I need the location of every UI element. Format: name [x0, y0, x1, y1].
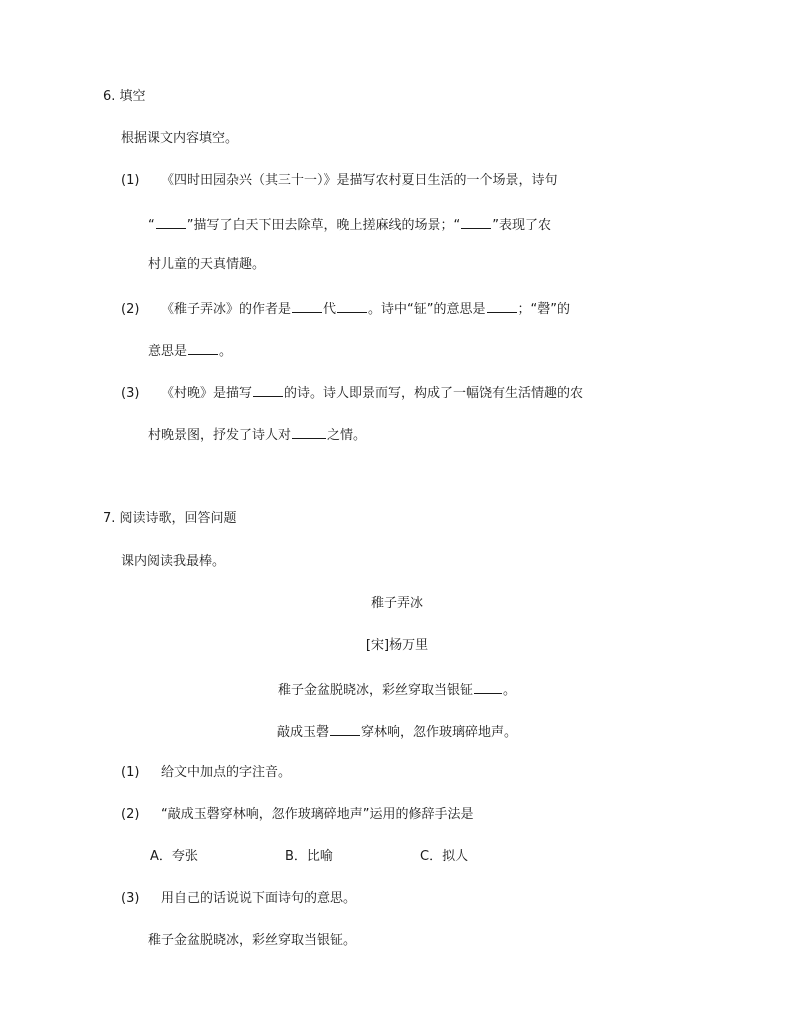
- q7-sub2-number: (2): [121, 807, 140, 822]
- q6-sub3-line1: [121, 382, 583, 403]
- q7-sub3-text: 用自己的话说说下面诗句的意思。: [161, 891, 357, 906]
- q6-sub1-line1: [121, 172, 558, 190]
- q7-sub1-text: 给文中加点的字注音。: [161, 765, 292, 780]
- q6-instruction: 根据课文内容填空。: [121, 131, 239, 146]
- q6-sub1-text-b1: “: [148, 218, 155, 233]
- q7-sub1-number: (1): [121, 765, 140, 780]
- poem-line-2: [0, 721, 794, 742]
- q6-sub1-text-b2: ”描写了白天下田去除草，晚上搓麻线的场景；“: [186, 218, 461, 233]
- poem-line-1-end: 。: [503, 683, 517, 698]
- q6-sub3-text-b1: 村晚景图，抒发了诗人对: [148, 428, 292, 443]
- q6-sub2-text-a1: 《稚子弄冰》的作者是: [161, 302, 292, 317]
- q6-sub2-text-a3: 。诗中“钲”的意思是: [368, 302, 486, 317]
- q7-instruction: 课内阅读我最棒。: [121, 554, 226, 569]
- poem-title: 稚子弄冰: [370, 596, 423, 611]
- q6-sub2-text-a4: ；“磬”的: [517, 302, 570, 317]
- fill-blank[interactable]: [487, 298, 517, 313]
- q6-sub2-line2: [148, 340, 232, 361]
- q6-sub1-text-a: 《四时田园杂兴（其三十一）》是描写农村夏日生活的一个场景，诗句: [161, 173, 558, 188]
- poem-line-1-text: 稚子金盆脱晓冰，彩丝穿取当银钲: [277, 683, 473, 698]
- fill-blank[interactable]: [474, 679, 502, 694]
- q7-sub3-quote: 稚子金盆脱晓冰，彩丝穿取当银钲。: [148, 933, 357, 948]
- option-b[interactable]: B．比喻: [285, 849, 333, 864]
- fill-blank[interactable]: [461, 214, 491, 229]
- q6-sub2-text-a2: 代: [323, 302, 337, 317]
- q7-title: 7. 阅读诗歌，回答问题: [103, 511, 237, 526]
- q6-sub2-number: (2): [121, 302, 140, 317]
- q6-sub3-text-b2: 之情。: [327, 428, 367, 443]
- q6-sub2-text-b1: 意思是: [148, 344, 188, 359]
- q7-sub1: [121, 764, 291, 782]
- fill-blank[interactable]: [292, 298, 322, 313]
- fill-blank[interactable]: [188, 340, 218, 355]
- q6-sub1-line3: 村儿童的天真情趣。: [148, 257, 266, 272]
- q6-sub3-text-a1: 《村晚》是描写: [161, 386, 253, 401]
- q6-sub1-number: (1): [121, 173, 140, 188]
- q7-sub3: [121, 890, 356, 908]
- fill-blank[interactable]: [156, 214, 186, 229]
- fill-blank[interactable]: [253, 382, 283, 397]
- poem-author: [宋]杨万里: [365, 638, 429, 653]
- fill-blank[interactable]: [330, 721, 360, 736]
- poem-line-2-text-b: 穿林响，忽作玻璃碎地声。: [361, 725, 518, 740]
- q6-sub3-text-a2: 的诗。诗人即景而写，构成了一幅饶有生活情趣的农: [284, 386, 584, 401]
- q6-title: 6. 填空: [103, 89, 146, 104]
- q6-sub2-line1: [121, 298, 570, 319]
- q7-sub2: [121, 806, 473, 824]
- poem-line-1: [0, 679, 794, 700]
- q6-sub1-line2: [148, 214, 551, 235]
- q6-sub2-text-b2: 。: [219, 344, 233, 359]
- q7-sub2-text: “敲成玉磬穿林响，忽作玻璃碎地声”运用的修辞手法是: [161, 807, 474, 822]
- q7-sub3-number: (3): [121, 891, 140, 906]
- option-a[interactable]: A．夸张: [150, 849, 198, 864]
- poem-line-2-text-a: 敲成玉磬: [276, 725, 329, 740]
- fill-blank[interactable]: [337, 298, 367, 313]
- q6-sub1-text-b3: ”表现了农: [492, 218, 551, 233]
- fill-blank[interactable]: [292, 424, 326, 439]
- q6-sub3-number: (3): [121, 386, 140, 401]
- option-c[interactable]: C．拟人: [420, 849, 469, 864]
- q6-sub3-line2: [148, 424, 366, 445]
